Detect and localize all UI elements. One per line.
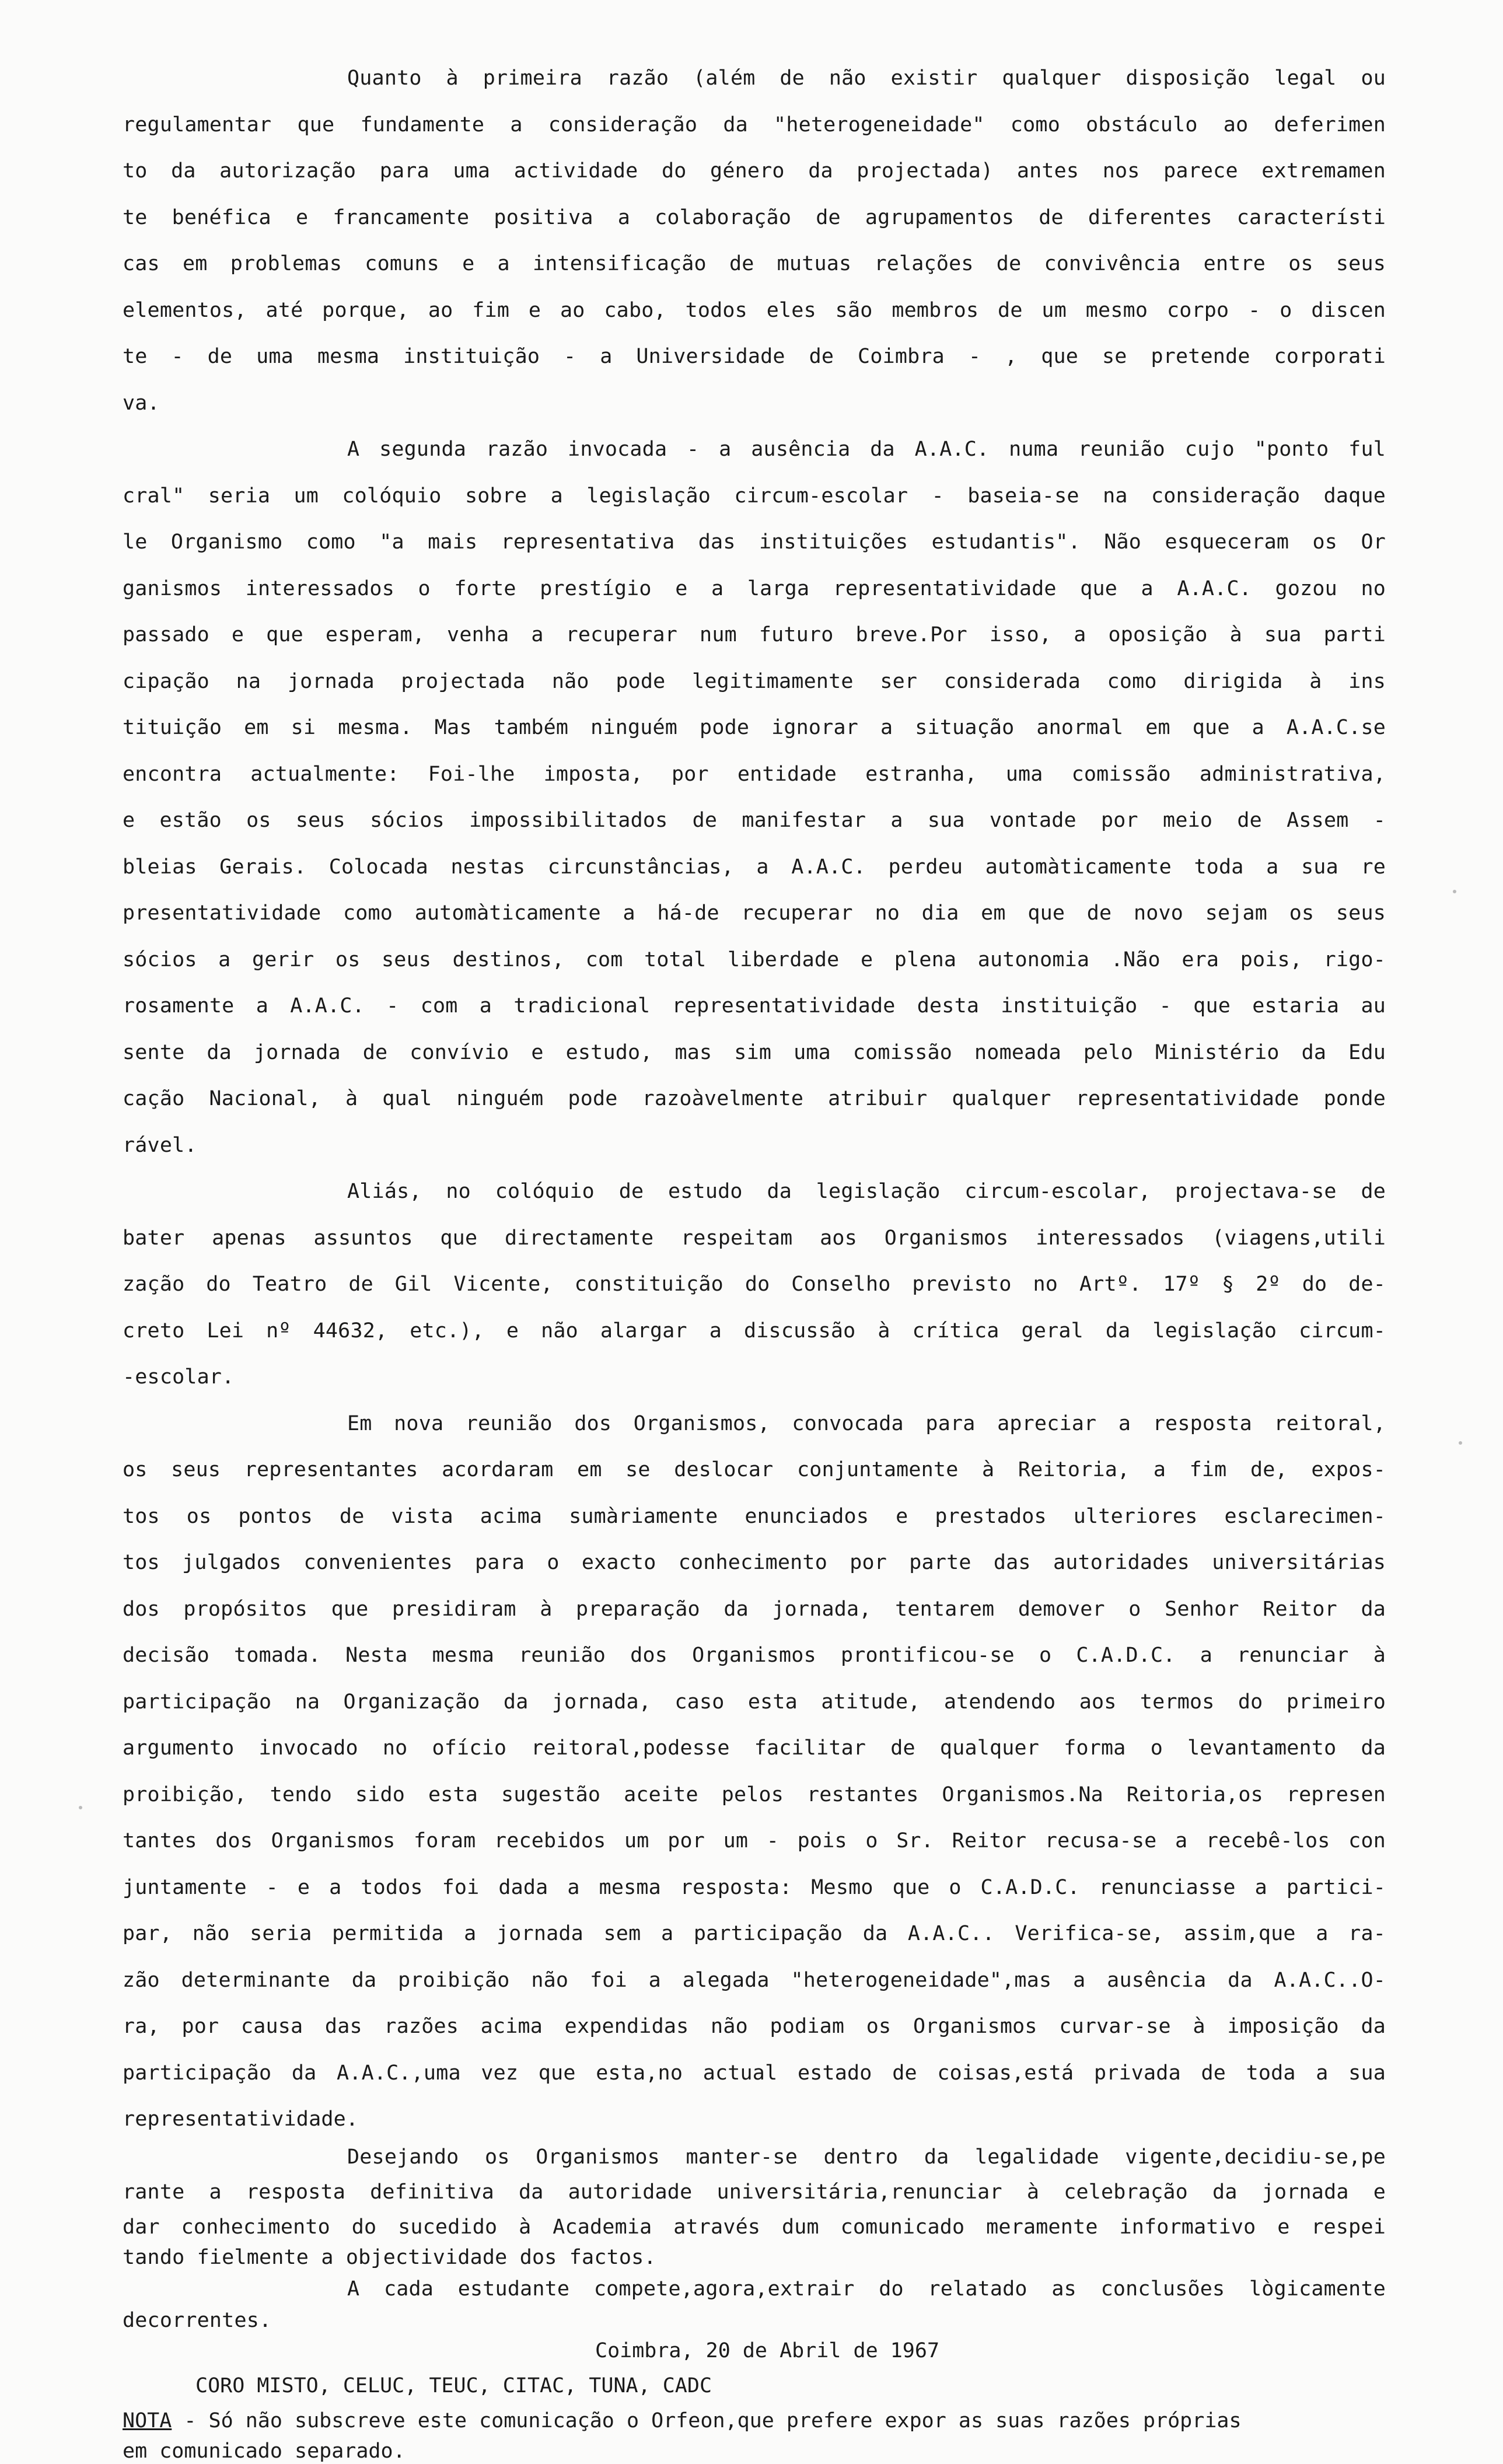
text-line: to da autorização para uma actividade do género da projectada) antes nos parece extremamen — [123, 159, 1386, 183]
paragraph-2 — [123, 427, 1386, 1169]
text-line: decisão tomada. Nesta mesma reunião dos Organismos prontificou-se o C.A.D.C. a renunciar à — [123, 1644, 1386, 1667]
text-line: te benéfica e francamente positiva a colaboração de agrupamentos de diferentes característi — [123, 205, 1386, 229]
text-line: e estão os seus sócios impossibilitados de manifestar a sua vontade por meio de Assem - — [123, 809, 1386, 832]
text-line: cação Nacional, à qual ninguém pode razoàvelmente atribuir qualquer representatividade ponde — [123, 1087, 1386, 1110]
text-line: rante a resposta definitiva da autoridade universitária,renunciar à celebração da jornada e — [123, 2180, 1386, 2204]
text-line: rável. — [123, 1133, 197, 1157]
text-line: participação na Organização da jornada, caso esta atitude, atendendo aos termos do primeiro — [123, 1690, 1386, 1714]
note-label: NOTA — [123, 2409, 172, 2432]
text-line: tos julgados convenientes para o exacto conhecimento por parte das autoridades universitárias — [123, 1551, 1386, 1574]
text-line: rosamente a A.A.C. - com a tradicional representatividade desta instituição - que estaria au — [123, 994, 1386, 1018]
text-line: bater apenas assuntos que directamente respeitam aos Organismos interessados (viagens,utili — [123, 1226, 1386, 1250]
text-line: dar conhecimento do sucedido à Academia através dum comunicado meramente informativo e respei — [123, 2215, 1386, 2239]
text-line: tos os pontos de vista acima sumàriamente enunciados e prestados ulteriores esclarecimen- — [123, 1504, 1386, 1528]
text-line: A segunda razão invocada - a ausência da A.A.C. numa reunião cujo "ponto ful — [347, 438, 1386, 461]
paragraph-3 — [123, 1169, 1386, 1401]
text-line: par, não seria permitida a jornada sem a participação da A.A.C.. Verifica-se, assim,que a ra- — [123, 1922, 1386, 1945]
text-line: le Organismo como "a mais representativa das instituições estudantis". Não esqueceram os Or — [123, 530, 1386, 554]
text-line: Quanto à primeira razão (além de não existir qualquer disposição legal ou — [347, 67, 1386, 90]
text-line: A cada estudante compete,agora,extrair do relatado as conclusões lògicamente — [347, 2277, 1386, 2301]
document-page — [123, 55, 1386, 2464]
text-line: ganismos interessados o forte prestígio e a larga representatividade que a A.A.C. gozou no — [123, 576, 1386, 600]
text-line: argumento invocado no ofício reitoral,podesse facilitar de qualquer forma o levantamento da — [123, 1736, 1386, 1760]
text-line: creto Lei nº 44632, etc.), e não alargar a discussão à crítica geral da legislação circum- — [123, 1319, 1386, 1343]
scan-mark — [1459, 1441, 1462, 1445]
text-line: os seus representantes acordaram em se deslocar conjuntamente à Reitoria, a fim de, expos- — [123, 1458, 1386, 1481]
text-line: decorrentes. — [123, 2308, 272, 2332]
text-line: te - de uma mesma instituição - a Universidade de Coimbra - , que se pretende corporati — [123, 345, 1386, 368]
scan-mark — [79, 1806, 82, 1809]
paragraph-4 — [123, 1401, 1386, 2143]
text-line: va. — [123, 391, 160, 415]
text-line: tituição em si mesma. Mas também ninguém pode ignorar a situação anormal em que a A.A.C.se — [123, 716, 1386, 739]
note-line: em comunicado separado. — [123, 2439, 406, 2463]
text-line: cral" seria um colóquio sobre a legislação circum-escolar - baseia-se na consideração daque — [123, 484, 1386, 508]
paragraph-6 — [123, 2270, 1386, 2333]
note-text: - Só não subscreve este comunicação o Orfeon,que prefere expor as suas razões próprias — [172, 2409, 1242, 2432]
text-line: tantes dos Organismos foram recebidos um por um - pois o Sr. Reitor recusa-se a recebê-los con — [123, 1829, 1386, 1853]
text-line: sente da jornada de convívio e estudo, mas sim uma comissão nomeada pelo Ministério da Edu — [123, 1040, 1386, 1064]
text-line: proibição, tendo sido esta sugestão aceite pelos restantes Organismos.Na Reitoria,os represen — [123, 1783, 1386, 1806]
text-line: Em nova reunião dos Organismos, convocada para apreciar a resposta reitoral, — [347, 1411, 1386, 1435]
text-line: zação do Teatro de Gil Vicente, constituição do Conselho previsto no Artº. 17º § 2º do de- — [123, 1273, 1386, 1296]
text-line: tando fielmente a objectividade dos factos. — [123, 2245, 656, 2269]
signature-block — [123, 2333, 1386, 2403]
scan-mark — [1453, 890, 1456, 893]
text-line: participação da A.A.C.,uma vez que esta,no actual estado de coisas,está privada de toda a sua — [123, 2061, 1386, 2085]
text-line: presentatividade como automàticamente a há-de recuperar no dia em que de novo sejam os seus — [123, 901, 1386, 925]
text-line: dos propósitos que presidiram à preparação da jornada, tentarem demover o Senhor Reitor da — [123, 1597, 1386, 1621]
text-line: encontra actualmente: Foi-lhe imposta, por entidade estranha, uma comissão administrativa, — [123, 762, 1386, 786]
text-line: bleias Gerais. Colocada nestas circunstâncias, a A.A.C. perdeu automàticamente toda a sua re — [123, 855, 1386, 879]
text-line: juntamente - e a todos foi dada a mesma resposta: Mesmo que o C.A.D.C. renunciasse a partici- — [123, 1875, 1386, 1899]
text-line: cipação na jornada projectada não pode legitimamente ser considerada como dirigida à ins — [123, 669, 1386, 693]
text-line: zão determinante da proibição não foi a alegada "heterogeneidade",mas a ausência da A.A.C..O- — [123, 1968, 1386, 1992]
note-line — [123, 2403, 1386, 2438]
text-line: elementos, até porque, ao fim e ao cabo, todos eles são membros de um mesmo corpo - o discen — [123, 298, 1386, 322]
text-line: cas em problemas comuns e a intensificação de mutuas relações de convivência entre os seus — [123, 252, 1386, 275]
text-line: Aliás, no colóquio de estudo da legislação circum-escolar, projectava-se de — [347, 1180, 1386, 1203]
footnote — [123, 2403, 1386, 2464]
text-line: -escolar. — [123, 1365, 235, 1389]
signatories: CORO MISTO, CELUC, TEUC, CITAC, TUNA, CADC — [195, 2374, 712, 2397]
text-line: representatividade. — [123, 2107, 359, 2131]
text-line: ra, por causa das razões acima expendidas não podiam os Organismos curvar-se à imposição da — [123, 2015, 1386, 2038]
text-line: passado e que esperam, venha a recuperar num futuro breve.Por isso, a oposição à sua parti — [123, 623, 1386, 646]
place-date: Coimbra, 20 de Abril de 1967 — [595, 2339, 940, 2362]
text-line: regulamentar que fundamente a consideração da "heterogeneidade" como obstáculo ao deferimen — [123, 113, 1386, 137]
text-line: Desejando os Organismos manter-se dentro da legalidade vigente,decidiu-se,pe — [347, 2145, 1386, 2169]
paragraph-5 — [123, 2140, 1386, 2270]
paragraph-1 — [123, 55, 1386, 427]
text-line: sócios a gerir os seus destinos, com total liberdade e plena autonomia .Não era pois, rigo- — [123, 948, 1386, 971]
